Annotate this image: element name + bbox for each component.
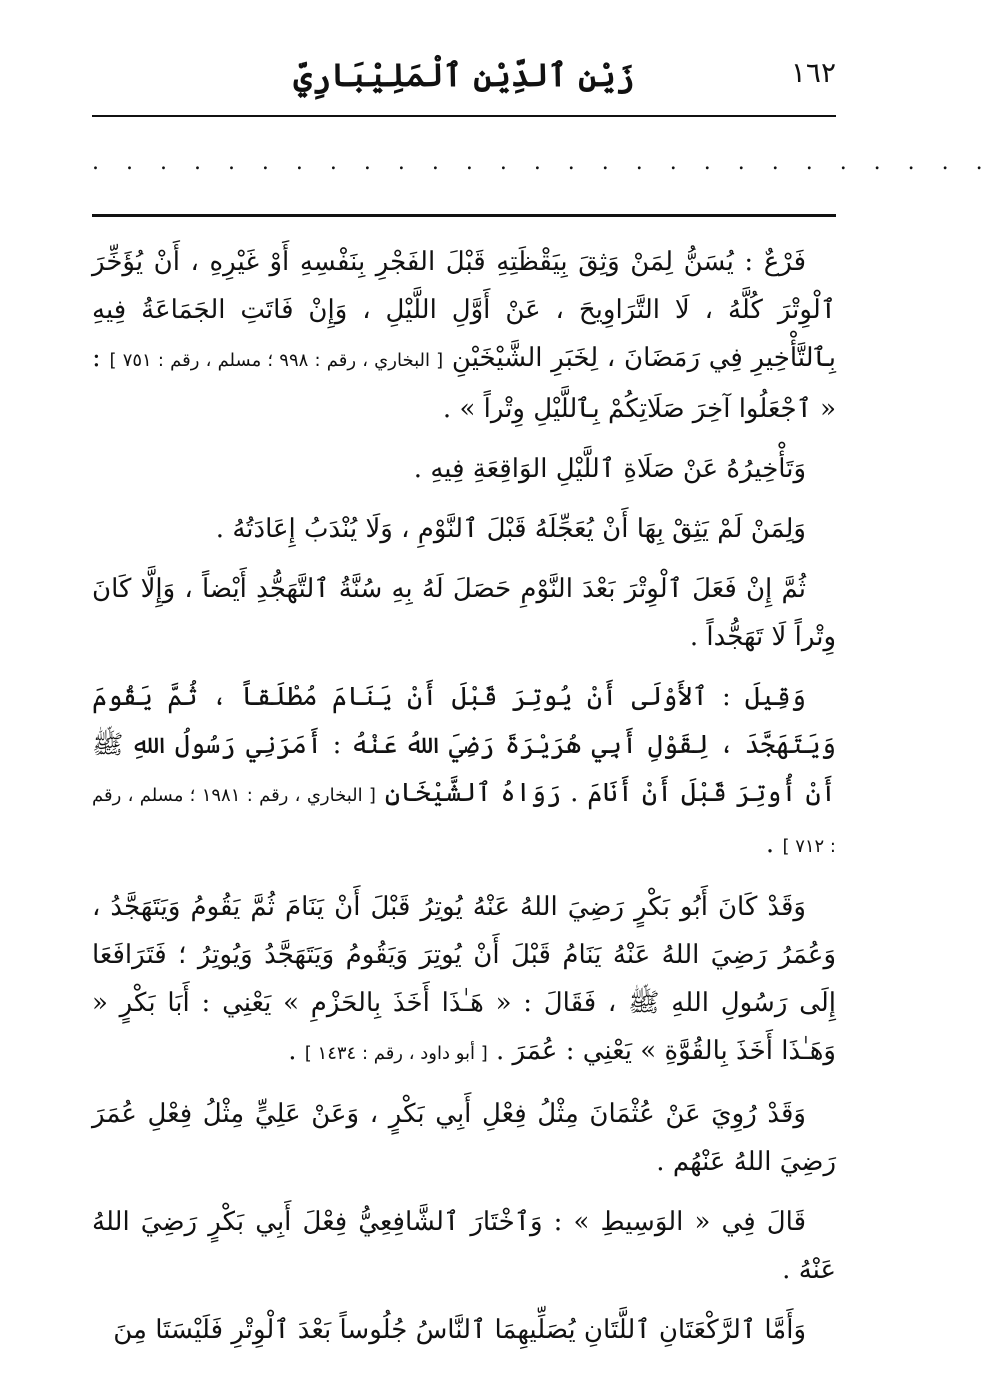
body-text (92, 238, 836, 1366)
paragraph-text: وَأَمَّا ٱلرَّكْعَتَانِ ٱللَّتَانِ يُصَلِّيهِمَا ٱلنَّاسُ جُلُوساً بَعْدَ ٱلْوِتْرِ فَلَيْسَتَا مِنَ (113, 1315, 806, 1345)
paragraph (92, 1306, 836, 1354)
paragraph (92, 673, 836, 871)
paragraph (92, 1090, 836, 1186)
paragraph-text: فَرْعٌ : يُسَنُّ لِمَنْ وَثِقَ بِيَقْظَتِهِ قَبْلَ الفَجْرِ بِنَفْسِهِ أَوْ غَيْرِهِ ، أَنْ يُؤَخِّرَ ٱلْوِتْرَ كُلَّهُ ، لَا التَّرَاوِيحَ ، عَنْ أَوَّلِ اللَّيْلِ ، وَإِنْ فَاتَتِ الجَمَاعَةُ فِيهِ بِٱلتَّأْخِيرِ فِي رَمَضَانَ ، لِخَبَرِ الشَّيْخَيْنِ (92, 247, 836, 373)
separator-dots: . . . . . . . . . . . . . . . . . . . . . . . . . . . (92, 150, 993, 175)
paragraph (92, 238, 836, 433)
paragraph-text: وَقِيلَ : ٱلأَوْلَى أَنْ يُوتِرَ قَبْلَ أَنْ يَنَامَ مُطْلَقاً ، ثُمَّ يَقُومَ وَيَتَهَجَّدَ ، لِقَوْلِ أَبِي هُرَيْرَةَ رَضِيَ اللهُ عَنْهُ : أَمَرَنِي رَسُولُ اللهِ ﷺ أَنْ أُوتِرَ قَبْلَ أَنْ أَنَامَ . رَوَاهُ ٱلشَّيْخَانِ (92, 682, 836, 808)
running-title: زَيْن ٱلدِّيْن ٱلْمَلِيْبَارِيّ (293, 56, 635, 94)
paragraph-text: وَتَأْخِيرُهُ عَنْ صَلَاةِ ٱللَّيْلِ الوَاقِعَةِ فِيهِ . (413, 454, 806, 484)
paragraph-text: : « ٱجْعَلُوا آخِرَ صَلَاتِكُمْ بِٱللَّيْلِ وِتْراً » . (92, 343, 836, 424)
paragraph (92, 445, 836, 493)
paragraph-text: ثُمَّ إِنْ فَعَلَ ٱلْوِتْرَ بَعْدَ النَّوْمِ حَصَلَ لَهُ بِهِ سُنَّةُ ٱلتَّهَجُّدِ أَيْضاً ، وَإِلَّا كَانَ وِتْراً لَا تَهَجُّداً . (92, 574, 836, 652)
paragraph-text: . (765, 829, 783, 859)
paragraph (92, 505, 836, 553)
citation-reference: [ البخاري ، رقم : ١٩٨١ ؛ مسلم ، رقم : ٧١٢ ] (92, 785, 836, 857)
citation-reference: [ البخاري ، رقم : ٩٩٨ ؛ مسلم ، رقم : ٧٥١ ] (109, 350, 444, 371)
page-number: ١٦٢ (790, 56, 836, 89)
paragraph (92, 1198, 836, 1294)
section-rule (92, 214, 836, 217)
paragraph-text: وَقَدْ رُوِيَ عَنْ عُثْمَانَ مِثْلُ فِعْلِ أَبِي بَكْرٍ ، وَعَنْ عَلِيٍّ مِثْلُ فِعْلِ عُمَرَ رَضِيَ اللهُ عَنْهُم . (92, 1099, 836, 1177)
paragraph-text: قَالَ فِي « الوَسِيطِ » : وَٱخْتَارَ ٱلشَّافِعِيُّ فِعْلَ أَبِي بَكْرٍ رَضِيَ اللهُ عَنْهُ . (92, 1207, 836, 1285)
paragraph (92, 883, 836, 1078)
paragraph (92, 565, 836, 661)
running-header (92, 50, 836, 114)
paragraph-text: . (288, 1036, 305, 1066)
citation-reference: [ أبو داود ، رقم : ١٤٣٤ ] (304, 1043, 488, 1064)
header-rule (92, 115, 836, 117)
paragraph-text: وَلِمَنْ لَمْ يَثِقْ بِهَا أَنْ يُعَجِّلَهُ قَبْلَ ٱلنَّوْمِ ، وَلَا يُنْدَبُ إِعَادَتُهُ . (215, 514, 806, 544)
paragraph-text: وَقَدْ كَانَ أَبُو بَكْرٍ رَضِيَ اللهُ عَنْهُ يُوتِرُ قَبْلَ أَنْ يَنَامَ ثُمَّ يَقُومُ وَيَتَهَجَّدُ ، وَعُمَرُ رَضِيَ اللهُ عَنْهُ يَنَامُ قَبْلَ أَنْ يُوتِرَ وَيَقُومُ وَيَتَهَجَّدُ وَيُوتِرُ ؛ فَتَرَافَعَا إِلَى رَسُولِ اللهِ ﷺ ، فَقَالَ : « هَـٰذَا أَخَذَ بِالحَزْمِ » يَعْنِي : أَبَا بَكْرٍ « وَهَـٰذَا أَخَذَ بِالقُوَّةِ » يَعْنِي : عُمَرَ . (92, 892, 836, 1066)
